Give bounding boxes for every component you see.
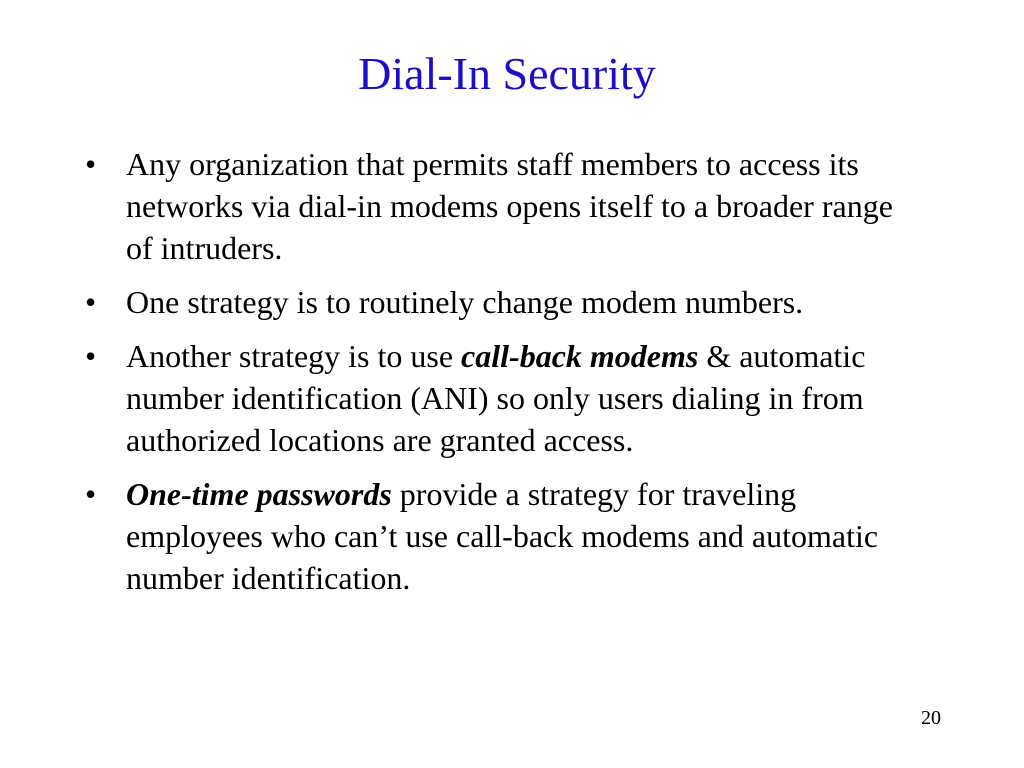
bullet-list bbox=[85, 143, 905, 611]
bullet-dot-icon: • bbox=[85, 338, 97, 374]
bullet-text-3-emphasis: call-back modems bbox=[461, 338, 699, 374]
bullet-item-4 bbox=[85, 473, 905, 599]
bullet-item-3 bbox=[85, 335, 905, 461]
slide-title: Dial-In Security bbox=[358, 48, 656, 99]
slide-page-number: 20 bbox=[921, 707, 941, 729]
bullet-item-1 bbox=[85, 143, 905, 269]
bullet-text-3-lead: Another strategy is to use bbox=[126, 338, 462, 374]
bullet-text-4-emphasis: One-time passwords bbox=[126, 476, 392, 512]
bullet-dot-icon: • bbox=[85, 146, 97, 182]
bullet-text-4-rest: provide a strategy for traveling employees who can’t use call-back modems and automatic number identification. bbox=[126, 476, 879, 596]
bullet-text-1: Any organization that permits staff members to access its networks via dial-in modems opens itself to a broader range of intruders. bbox=[126, 146, 893, 266]
bullet-text-2: One strategy is to routinely change modem numbers. bbox=[126, 284, 804, 320]
bullet-dot-icon: • bbox=[85, 284, 97, 320]
bullet-item-2 bbox=[85, 281, 905, 323]
bullet-text-3-rest: & automatic number identification (ANI) so only users dialing in from authorized locations are granted access. bbox=[126, 338, 866, 458]
bullet-dot-icon: • bbox=[85, 476, 97, 512]
